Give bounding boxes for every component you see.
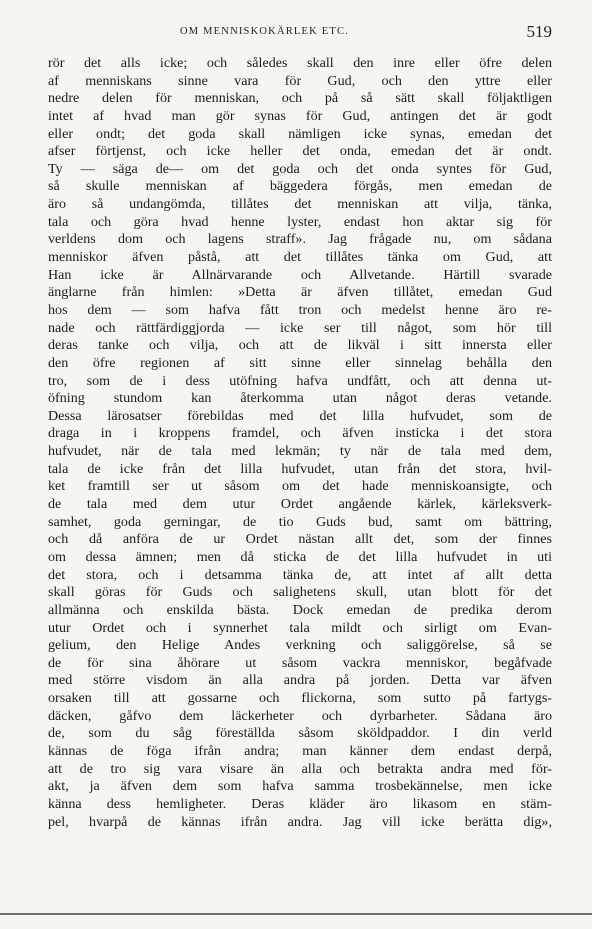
text-line: ket framtill ser ut såsom om det hade menniskoansigte, och [48, 478, 552, 495]
text-line: afser förtjenst, och icke heller det onda, emedan det är ondt. [48, 143, 552, 160]
text-line: Ty — säga de— om det goda och det onda syntes för Gud, [48, 160, 552, 177]
text-line: öfning stundom kan återkomma utan något deras vetande. [48, 390, 552, 407]
page-bottom-edge [0, 913, 592, 915]
text-line: kännas de föga ifrån andra; man känner dem endast derpå, [48, 742, 552, 759]
text-line: om dessa ämnen; men då sticka de det lilla hufvudet in uti [48, 548, 552, 565]
text-line: tala de icke från det lilla hufvudet, utan från det stora, hvil- [48, 460, 552, 477]
text-line: samhet, goda gerningar, de tio Guds bud, samt om bättring, [48, 513, 552, 530]
text-line: allmänna och enskilda bästa. Dock emedan de predika derom [48, 601, 552, 618]
text-line: eller ondt; det goda skall nämligen icke synas, emedan det [48, 125, 552, 142]
text-line: skall göras för Guds och salighetens skull, utan blott för det [48, 584, 552, 601]
text-line: deras tanke och vilja, och att de likväl i sitt innersta eller [48, 337, 552, 354]
text-line: af menniskans sinne vara för Gud, och den yttre eller [48, 72, 552, 89]
text-line: att de tro sig vara visare än alla och betrakta andra med för- [48, 760, 552, 777]
text-line: det stora, och i detsamma tänka de, att intet af allt detta [48, 566, 552, 583]
text-line: tala och göra hvad henne lyster, endast hon aktar sig för [48, 213, 552, 230]
text-line: de tala med dem utur Ordet angående kärlek, kärleksverk- [48, 496, 552, 513]
text-line: hos dem — som hafva fått tron och medelst henne äro re- [48, 301, 552, 318]
page-number: 519 [526, 22, 552, 41]
text-line: hufvudet, när de tala med lekmän; ty när de tala med dem, [48, 443, 552, 460]
text-line: den öfre regionen af sitt sinne eller sinnelag behålla den [48, 354, 552, 371]
text-line: verldens dom och lagens straff». Jag frågade nu, om sådana [48, 231, 552, 248]
text-line: rör det alls icke; och således skall den inre eller öfre delen [48, 55, 552, 71]
page-header [48, 22, 552, 44]
text-line: gelium, den Helige Andes verkning och saliggörelse, så se [48, 637, 552, 654]
text-line: intet af hvad man gör synas för Gud, antingen det är godt [48, 107, 552, 124]
body-text [48, 55, 552, 831]
text-line: de för sina åhörare ut såsom vackra menniskor, begåfvade [48, 654, 552, 671]
running-head: OM MENNISKOKÄRLEK ETC. [180, 26, 350, 37]
text-line: Dessa lärosatser förebildas med det lilla hufvudet, som de [48, 407, 552, 424]
text-line: menniskor äfven påstå, att det tillåtes tänka om Gud, att [48, 249, 552, 266]
text-line: nedre delen för menniskan, och på så sätt skall följaktligen [48, 90, 552, 107]
text-line: känna dess hemligheter. Deras kläder äro likasom en stäm- [48, 795, 552, 812]
text-line: utur Ordet och i synnerhet tala mildt och sirligt om Evan- [48, 619, 552, 636]
text-line: pel, hvarpå de kännas ifrån andra. Jag vill icke berätta dig», [48, 813, 552, 830]
text-line: tro, som de i dess utöfning hafva undfått, och att denna ut- [48, 372, 552, 389]
text-line: däcken, gåfvo dem läckerheter och dyrbarheter. Sådana äro [48, 707, 552, 724]
text-line: så skulle menniskan af bäggedera förgås, men emedan de [48, 178, 552, 195]
text-line: änglarne från himlen: »Detta är äfven tillåtet, emedan Gud [48, 284, 552, 301]
text-line: draga in i kroppens framdel, och äfven insticka i det stora [48, 425, 552, 442]
text-line: äro så undangömda, tillåtes det menniskan att vilja, tänka, [48, 196, 552, 213]
text-line: orsaken till att gossarne och flickorna, som sutto på fartygs- [48, 690, 552, 707]
text-line: och då anföra de ur Ordet nästan allt det, som der finnes [48, 531, 552, 548]
text-line: de, som du såg föreställda såsom sköldpaddor. I din verld [48, 725, 552, 742]
text-line: nade och rättfärdiggjorda — icke ser till något, som hör till [48, 319, 552, 336]
text-line: Han icke är Allnärvarande och Allvetande. Härtill svarade [48, 266, 552, 283]
text-line: akt, ja äfven dem som hafva samma trosbekännelse, men icke [48, 778, 552, 795]
text-line: med större visdom än alla andra på jorden. Detta var äfven [48, 672, 552, 689]
